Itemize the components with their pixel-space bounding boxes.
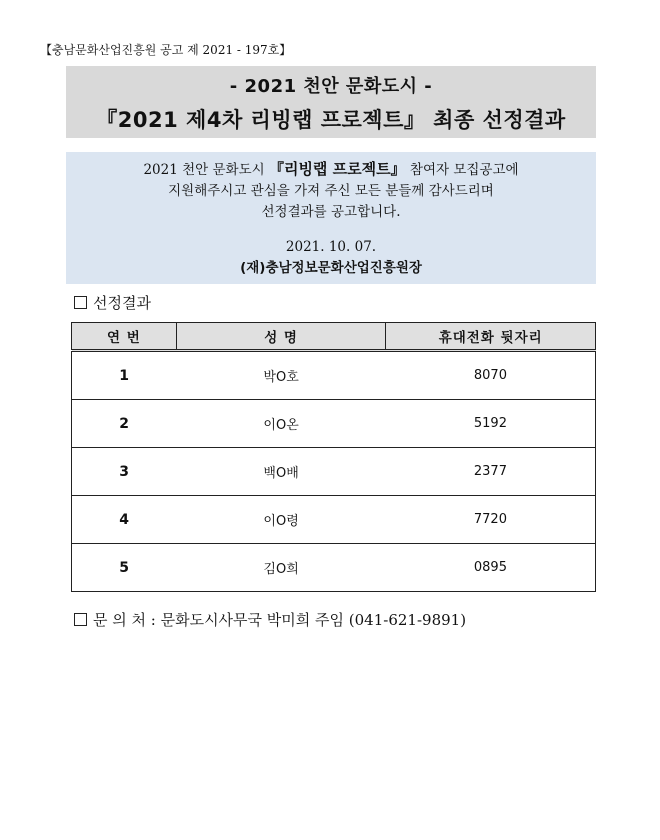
checkbox-icon: [74, 296, 87, 309]
inquiry-text: 문 의 처 : 문화도시사무국 박미희 주임 (041-621-9891): [93, 611, 467, 629]
announcement-prefix: 2021 천안 문화도시: [143, 162, 265, 178]
announcement-suffix: 참여자 모집공고에: [409, 162, 519, 178]
table-row: [72, 400, 596, 448]
announcement-box: [66, 152, 596, 284]
title-line-2: 『2021 제4차 리빙랩 프로젝트』 최종 선정결과: [96, 108, 566, 132]
row-phone: 8070: [386, 351, 596, 400]
column-header-phone: 휴대전화 뒷자리: [386, 323, 596, 351]
checkbox-icon: [74, 613, 87, 626]
inquiry-line: [74, 609, 466, 630]
announcement-organization: (재)충남정보문화산업진흥원장: [240, 260, 422, 276]
column-header-name: 성 명: [176, 323, 386, 351]
column-header-number: 연 번: [72, 323, 177, 351]
row-number: 1: [72, 351, 177, 400]
row-name: 이O령: [176, 496, 386, 544]
results-label-text: 선정결과: [93, 294, 151, 312]
row-phone: 2377: [386, 448, 596, 496]
table-row: [72, 448, 596, 496]
notice-number: 【충남문화산업진흥원 공고 제 2021 - 197호】: [40, 43, 292, 57]
row-name: 백O배: [176, 448, 386, 496]
announcement-line-2: 지원해주시고 관심을 가져 주신 모든 분들께 감사드리며: [168, 183, 494, 199]
row-phone: 5192: [386, 400, 596, 448]
title-line-1: - 2021 천안 문화도시 -: [229, 76, 433, 97]
announcement-project-name: 『리빙랩 프로젝트』: [268, 160, 406, 178]
row-name: 이O온: [176, 400, 386, 448]
row-phone: 0895: [386, 544, 596, 592]
row-name: 김O희: [176, 544, 386, 592]
title-box: [66, 66, 596, 138]
row-name: 박O호: [176, 351, 386, 400]
table-row: [72, 544, 596, 592]
announcement-date: 2021. 10. 07.: [285, 239, 377, 255]
row-number: 4: [72, 496, 177, 544]
results-table: [71, 322, 596, 592]
announcement-line-3: 선정결과를 공고합니다.: [261, 204, 401, 220]
table-header-row: [72, 323, 596, 351]
table-row: [72, 351, 596, 400]
row-phone: 7720: [386, 496, 596, 544]
results-section-label: [74, 292, 151, 313]
row-number: 5: [72, 544, 177, 592]
table-row: [72, 496, 596, 544]
announcement-line-1: [66, 159, 596, 181]
row-number: 3: [72, 448, 177, 496]
row-number: 2: [72, 400, 177, 448]
